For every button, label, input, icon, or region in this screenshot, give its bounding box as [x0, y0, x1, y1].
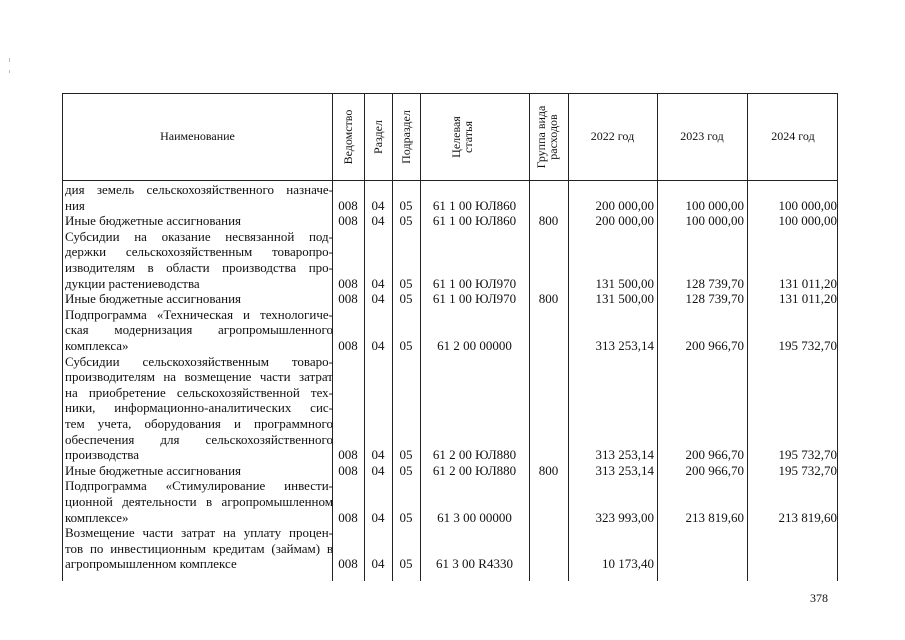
row-name: Подпрограмма «Стимулирование инвести- ционной деятельности в агропромышленном комплексе»	[65, 478, 333, 525]
cell-vedomstvo: 008	[338, 447, 358, 463]
cell-2022: 313 253,14	[595, 447, 654, 463]
cell-vedomstvo: 008	[338, 556, 358, 572]
row-name: Иные бюджетные ассигнования	[65, 213, 242, 229]
row-name: Субсидии на оказание несвязанной под- держки сельскохозяйственным товаропро- изводителям в области производства про- дукции растениеводства	[65, 228, 333, 291]
row-name: Иные бюджетные ассигнования	[65, 291, 242, 307]
table-row	[63, 182, 839, 213]
cell-razdel: 04	[371, 337, 385, 353]
cell-2023: 200 966,70	[685, 337, 744, 353]
cell-razdel: 04	[371, 197, 385, 213]
scan-speck	[9, 58, 10, 62]
cell-gruppa: 800	[538, 213, 559, 229]
cell-2024: 213 819,60	[778, 509, 837, 525]
row-name: дия земель сельскохозяйственного назначе- ния	[65, 182, 333, 213]
cell-2023: 100 000,00	[685, 197, 744, 213]
cell-razdel: 04	[371, 291, 385, 307]
table-row	[63, 463, 839, 479]
cell-2023: 200 966,70	[685, 447, 744, 463]
cell-2023: 100 000,00	[685, 213, 744, 229]
header-gruppa: Группа вида расходов	[534, 105, 560, 169]
cell-vedomstvo: 008	[338, 462, 358, 478]
cell-razdel: 04	[371, 509, 385, 525]
cell-2024: 100 000,00	[778, 197, 837, 213]
cell-2024: 100 000,00	[778, 213, 837, 229]
cell-tselevaya: 61 1 00 ЮЛ860	[432, 197, 517, 213]
header-vedomstvo: Ведомство	[341, 109, 355, 165]
cell-2023: 213 819,60	[685, 509, 744, 525]
cell-2024: 131 011,20	[778, 275, 837, 291]
row-name: Возмещение части затрат на уплату процен- тов по инвестиционным кредитам (займам) в агропромышленном комплексе	[65, 525, 333, 572]
cell-2022: 200 000,00	[595, 197, 654, 213]
cell-tselevaya: 61 1 00 ЮЛ970	[432, 291, 517, 307]
header-podrazdel: Подраздел	[399, 110, 413, 164]
cell-tselevaya: 61 1 00 ЮЛ970	[432, 275, 517, 291]
cell-podrazdel: 05	[399, 447, 413, 463]
cell-vedomstvo: 008	[338, 213, 358, 229]
cell-2024: 195 732,70	[778, 447, 837, 463]
cell-2022: 313 253,14	[595, 462, 654, 478]
cell-podrazdel: 05	[399, 275, 413, 291]
cell-podrazdel: 05	[399, 462, 413, 478]
cell-podrazdel: 05	[399, 197, 413, 213]
cell-vedomstvo: 008	[338, 197, 358, 213]
cell-tselevaya: 61 2 00 00000	[437, 337, 512, 353]
cell-razdel: 04	[371, 462, 385, 478]
cell-2024: 195 732,70	[778, 337, 837, 353]
cell-podrazdel: 05	[399, 337, 413, 353]
cell-2023: 200 966,70	[685, 462, 744, 478]
cell-razdel: 04	[371, 447, 385, 463]
cell-vedomstvo: 008	[338, 509, 358, 525]
header-2023: 2023 год	[680, 129, 724, 143]
cell-podrazdel: 05	[399, 213, 413, 229]
cell-podrazdel: 05	[399, 556, 413, 572]
cell-gruppa: 800	[538, 462, 559, 478]
cell-tselevaya: 61 3 00 00000	[437, 509, 512, 525]
cell-gruppa: 800	[538, 291, 559, 307]
table-row	[63, 213, 839, 229]
table-row	[63, 291, 839, 307]
row-name: Подпрограмма «Техническая и технологиче- ская модернизация агропромышленного комплекса»	[65, 306, 333, 353]
table-row	[63, 229, 839, 291]
cell-tselevaya: 61 3 00 R4330	[436, 556, 513, 572]
cell-razdel: 04	[371, 213, 385, 229]
cell-2022: 200 000,00	[595, 213, 654, 229]
cell-2022: 10 173,40	[602, 556, 654, 572]
table-row	[63, 478, 839, 525]
cell-podrazdel: 05	[399, 509, 413, 525]
cell-2022: 131 500,00	[595, 291, 654, 307]
cell-podrazdel: 05	[399, 291, 413, 307]
cell-vedomstvo: 008	[338, 337, 358, 353]
header-tselevaya: Целевая статья	[449, 116, 475, 158]
header-name: Наименование	[160, 129, 235, 143]
table-row	[63, 354, 839, 463]
scan-speck	[9, 70, 10, 73]
cell-2022: 313 253,14	[595, 337, 654, 353]
cell-2022: 323 993,00	[595, 509, 654, 525]
budget-table	[62, 93, 838, 581]
cell-2023: 128 739,70	[685, 291, 744, 307]
cell-2024: 131 011,20	[778, 291, 837, 307]
cell-tselevaya: 61 2 00 ЮЛ880	[432, 462, 517, 478]
cell-razdel: 04	[371, 556, 385, 572]
header-2024: 2024 год	[771, 129, 815, 143]
cell-vedomstvo: 008	[338, 291, 358, 307]
cell-tselevaya: 61 2 00 ЮЛ880	[432, 447, 517, 463]
row-name: Субсидии сельскохозяйственным товаро- производителям на возмещение части затрат на приобретение сельскохозяйственной тех- ники, информационно-аналитических сис- тем учета, оборудования и программного обеспечения для сельскохозяйственного производства	[65, 353, 333, 463]
cell-vedomstvo: 008	[338, 275, 358, 291]
cell-razdel: 04	[371, 275, 385, 291]
header-razdel: Раздел	[371, 120, 385, 154]
page-number: 378	[810, 591, 828, 605]
cell-tselevaya: 61 1 00 ЮЛ860	[432, 213, 517, 229]
table-row	[63, 307, 839, 354]
row-name: Иные бюджетные ассигнования	[65, 462, 242, 478]
cell-2023: 128 739,70	[685, 275, 744, 291]
header-2022: 2022 год	[590, 129, 635, 143]
table-row	[63, 525, 839, 572]
cell-2024: 195 732,70	[778, 462, 837, 478]
cell-2022: 131 500,00	[595, 275, 654, 291]
